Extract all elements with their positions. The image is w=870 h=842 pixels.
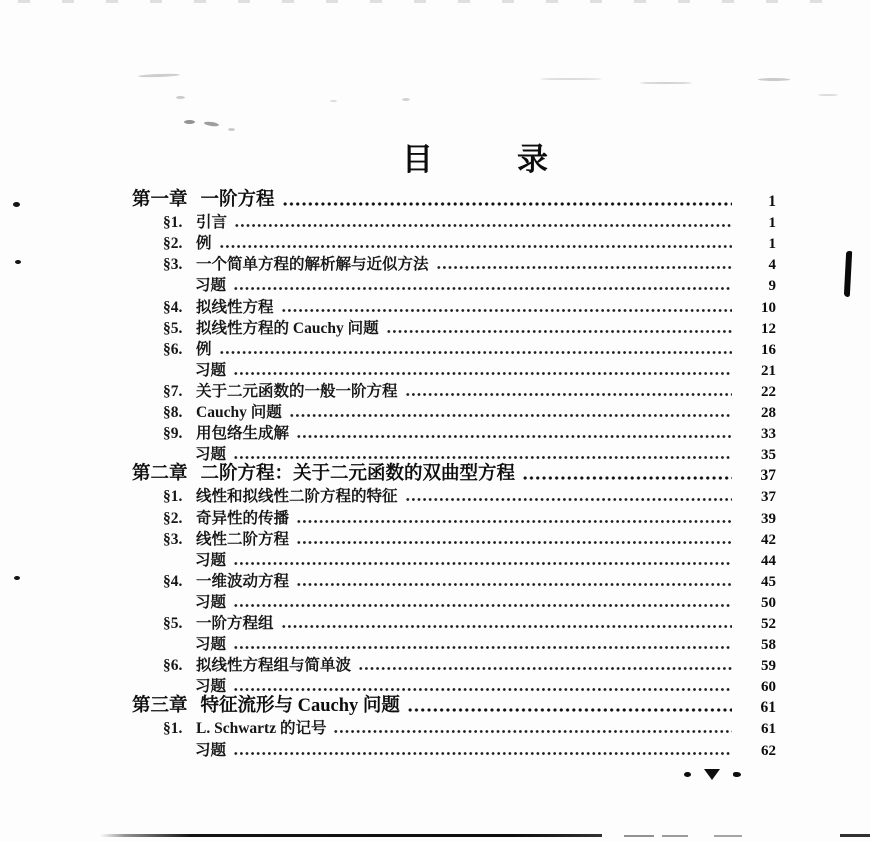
scan-smudge: [330, 100, 337, 102]
toc-row: [132, 190, 776, 211]
toc-row: [132, 591, 776, 612]
toc-row: [132, 654, 776, 675]
toc-row: [132, 485, 776, 506]
toc-entry-page: 50: [761, 594, 776, 611]
dot-leader: [296, 582, 732, 587]
dot-leader: [522, 475, 732, 481]
scan-smudge: [228, 128, 235, 131]
dot-leader: [407, 707, 732, 713]
toc-entry-title: 关于二元函数的一般一阶方程: [196, 382, 398, 400]
toc-entry-label: §9.: [163, 425, 183, 443]
dot-leader: [219, 244, 732, 249]
scan-smudge: [176, 96, 185, 99]
toc-entry-page: 10: [761, 299, 776, 316]
toc-row: [132, 738, 776, 759]
dot-leader: [233, 561, 732, 566]
toc-entry-title: 例: [196, 235, 212, 253]
dot-leader: [233, 371, 732, 376]
toc-entry-label: §5.: [163, 614, 183, 632]
scan-smudge: [818, 94, 838, 96]
toc-entry-label: §7.: [163, 382, 183, 400]
toc-entry-title: 引言: [196, 214, 228, 232]
scan-smudge: [138, 73, 180, 77]
toc-entry-label: §2.: [163, 235, 183, 253]
toc-entry-title: 习题: [195, 361, 227, 379]
dot-leader: [405, 392, 732, 397]
toc-entry-page: 16: [761, 341, 776, 358]
toc-row: [132, 232, 776, 253]
dot-leader: [289, 413, 732, 418]
toc-entry-page: 33: [761, 426, 776, 443]
toc-row: [132, 274, 776, 295]
toc-entry-title: 习题: [195, 741, 227, 759]
scan-bottom-dash: [662, 835, 688, 837]
scan-smudge: [204, 121, 219, 127]
toc-entry-title: 习题: [195, 593, 227, 611]
toc-entry-label: 第一章: [132, 190, 188, 211]
dot-leader: [386, 329, 732, 334]
toc-entry-page: 58: [761, 637, 776, 654]
toc-entry-page: 1: [768, 215, 776, 232]
scan-top-noise: [18, 0, 852, 3]
toc-row: [132, 612, 776, 633]
toc-entry-title: 习题: [195, 277, 227, 295]
toc-entry-title: 一维波动方程: [196, 572, 290, 590]
toc-entry-title: 用包络生成解: [196, 425, 290, 443]
toc-entry-title: 线性二阶方程: [196, 530, 290, 548]
scan-smudge: [758, 78, 790, 81]
toc-row: [132, 295, 776, 316]
dot-icon: [733, 772, 741, 777]
toc-row: [132, 422, 776, 443]
dot-leader: [233, 751, 732, 756]
toc-entry-page: 21: [761, 362, 776, 379]
toc-entry-title: 线性和拟线性二阶方程的特征: [196, 488, 398, 506]
toc-entry-label: 第二章: [132, 464, 188, 485]
dot-leader: [333, 729, 732, 734]
scan-smudge: [640, 82, 692, 84]
toc-entry-title: 一阶方程: [200, 190, 275, 211]
toc-entry-page: 28: [761, 405, 776, 422]
toc-entry-label: §4.: [163, 572, 183, 590]
toc-entry-title: 例: [196, 340, 212, 358]
dot-leader: [233, 286, 732, 291]
toc-row: [132, 696, 776, 717]
triangle-icon: [704, 769, 720, 780]
dot-leader: [234, 223, 732, 228]
toc-entry-page: 37: [760, 467, 776, 485]
toc-row: [132, 464, 776, 485]
toc-row: [132, 359, 776, 380]
scan-smudge: [184, 120, 195, 124]
toc-list: [132, 190, 776, 760]
toc-entry-title: 习题: [195, 446, 227, 464]
toc-entry-title: L. Schwartz 的记号: [196, 720, 327, 738]
toc-entry-title: 习题: [195, 678, 227, 696]
ink-speck: [13, 202, 20, 207]
toc-entry-title: 一阶方程组: [196, 614, 274, 632]
scan-smudge: [402, 98, 410, 101]
toc-entry-title: Cauchy 问题: [196, 404, 282, 422]
dot-leader: [358, 666, 732, 671]
page-title: [0, 134, 870, 179]
toc-row: [132, 253, 776, 274]
toc-entry-page: 9: [768, 278, 776, 295]
dot-leader: [282, 201, 732, 207]
toc-entry-page: 45: [761, 573, 776, 590]
toc-entry-page: 37: [761, 489, 776, 506]
toc-entry-page: 61: [760, 699, 776, 717]
toc-entry-label: §6.: [163, 657, 183, 675]
toc-entry-label: §8.: [163, 404, 183, 422]
toc-row: [132, 549, 776, 570]
ink-speck: [14, 576, 20, 580]
dot-icon: [684, 772, 691, 777]
toc-row: [132, 633, 776, 654]
toc-entry-page: 59: [761, 658, 776, 675]
page-number-marker: [684, 769, 741, 780]
toc-entry-page: 22: [761, 383, 776, 400]
toc-entry-title: 拟线性方程组与简单波: [196, 657, 352, 675]
toc-entry-label: §4.: [163, 298, 183, 316]
toc-row: [132, 317, 776, 338]
scan-edge-artifact: [844, 251, 852, 297]
toc-row: [132, 401, 776, 422]
scan-bottom-dash: [624, 835, 654, 837]
toc-entry-label: §1.: [163, 720, 183, 738]
ink-speck: [15, 260, 21, 264]
title-char-lu: 录: [517, 142, 548, 177]
dot-leader: [296, 434, 732, 439]
toc-entry-page: 4: [768, 257, 776, 274]
toc-entry-page: 1: [768, 236, 776, 253]
toc-entry-page: 39: [761, 510, 776, 527]
toc-entry-title: 习题: [195, 636, 227, 654]
toc-entry-title: 习题: [195, 551, 227, 569]
toc-entry-label: §1.: [163, 214, 183, 232]
dot-leader: [436, 265, 732, 270]
dot-leader: [219, 350, 732, 355]
toc-row: [132, 717, 776, 738]
title-char-mu: 目: [402, 142, 433, 177]
toc-entry-title: 一个简单方程的解析解与近似方法: [196, 256, 429, 274]
dot-leader: [296, 540, 732, 545]
dot-leader: [405, 497, 732, 502]
toc-entry-page: 12: [761, 320, 776, 337]
toc-row: [132, 380, 776, 401]
toc-entry-label: §6.: [163, 340, 183, 358]
dot-leader: [233, 603, 732, 608]
toc-row: [132, 211, 776, 232]
toc-entry-page: 35: [761, 447, 776, 464]
toc-entry-title: 拟线性方程: [196, 298, 274, 316]
toc-entry-page: 62: [761, 742, 776, 759]
toc-row: [132, 570, 776, 591]
toc-entry-label: §1.: [163, 488, 183, 506]
toc-entry-page: 61: [761, 721, 776, 738]
toc-entry-label: §3.: [163, 256, 183, 274]
dot-leader: [281, 308, 732, 313]
toc-entry-title: 奇异性的传播: [196, 509, 290, 527]
toc-row: [132, 528, 776, 549]
toc-entry-label: 第三章: [132, 696, 188, 717]
toc-entry-page: 44: [761, 552, 776, 569]
toc-entry-label: §2.: [163, 509, 183, 527]
toc-row: [132, 506, 776, 527]
toc-entry-page: 42: [761, 531, 776, 548]
dot-leader: [233, 645, 732, 650]
toc-entry-label: §3.: [163, 530, 183, 548]
toc-entry-title: 拟线性方程的 Cauchy 问题: [196, 319, 379, 337]
toc-entry-label: §5.: [163, 319, 183, 337]
scan-smudge: [540, 78, 602, 80]
scan-bottom-dash: [840, 834, 870, 837]
scan-bottom-dash: [714, 835, 742, 837]
toc-entry-title: 二阶方程：关于二元函数的双曲型方程: [200, 464, 516, 485]
toc-entry-page: 52: [761, 615, 776, 632]
toc-row: [132, 338, 776, 359]
toc-entry-page: 1: [768, 193, 776, 211]
scan-bottom-line: [100, 834, 602, 837]
dot-leader: [281, 624, 732, 629]
toc-entry-page: 60: [761, 679, 776, 696]
dot-leader: [296, 519, 732, 524]
toc-entry-title: 特征流形与 Cauchy 问题: [200, 696, 400, 717]
